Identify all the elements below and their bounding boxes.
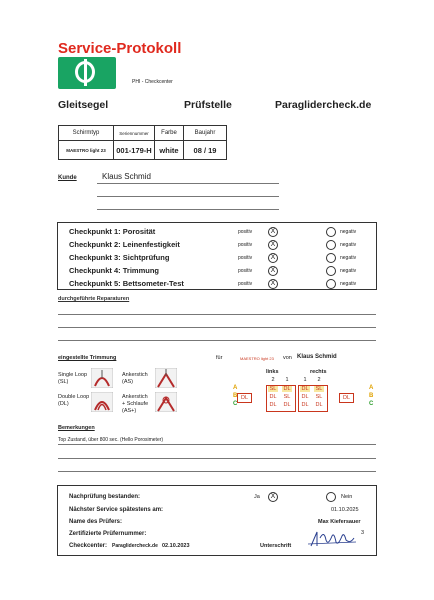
negativ-checkbox[interactable] bbox=[326, 266, 336, 276]
negativ-label: negativ bbox=[340, 229, 357, 235]
double-loop-label: Double Loop (DL) bbox=[58, 394, 90, 407]
pruefer-value: Max Kiefersauer bbox=[318, 519, 361, 525]
kunde-line-2 bbox=[97, 196, 279, 197]
trim-left-outside: DL bbox=[237, 393, 252, 403]
trim-cell: SL bbox=[283, 394, 291, 400]
positiv-label: positiv bbox=[238, 268, 253, 274]
col-baujahr: Baujahr bbox=[184, 126, 227, 141]
nein-checkbox[interactable] bbox=[326, 492, 336, 502]
trim-row-letter-left: C bbox=[233, 401, 238, 407]
negativ-label: negativ bbox=[340, 281, 357, 287]
cell-schirmtyp: MAESTRO light 23 bbox=[59, 141, 114, 160]
double-loop-icon bbox=[91, 392, 113, 412]
col-farbe: Farbe bbox=[155, 126, 184, 141]
rechts-label: rechts bbox=[310, 369, 327, 375]
positiv-checkbox[interactable]: X bbox=[268, 279, 278, 289]
checkpoint-label: Checkpunkt 2: Leinenfestigkeit bbox=[69, 240, 180, 249]
zert-label: Zertifizierte Prüfernummer: bbox=[69, 531, 147, 537]
trim-cell: SL bbox=[269, 386, 277, 392]
trim-col-number: 1 bbox=[285, 377, 289, 383]
positiv-label: positiv bbox=[238, 229, 253, 235]
trim-right-outside: DL bbox=[339, 393, 354, 403]
trimmung-glider: MAESTRO light 23 bbox=[240, 356, 274, 361]
reparatur-line-1 bbox=[58, 314, 376, 315]
positiv-checkbox[interactable]: X bbox=[268, 266, 278, 276]
checkpoint-label: Checkpunkt 4: Trimmung bbox=[69, 266, 160, 275]
links-label: links bbox=[266, 369, 279, 375]
kunde-line-3 bbox=[97, 209, 279, 210]
negativ-checkbox[interactable] bbox=[326, 240, 336, 250]
ankerstich-label: Ankerstich (AS) bbox=[122, 372, 148, 385]
bemerkung-line-3 bbox=[58, 471, 376, 472]
trim-cell: DL bbox=[315, 402, 323, 408]
trim-row-letter-left: A bbox=[233, 385, 238, 391]
phi-logo bbox=[58, 57, 116, 89]
trim-cell: SL bbox=[315, 394, 323, 400]
negativ-label: negativ bbox=[340, 255, 357, 261]
glider-table bbox=[58, 125, 227, 160]
trim-cell: SL bbox=[315, 386, 323, 392]
trim-cell: DL bbox=[269, 394, 277, 400]
trim-col-number: 1 bbox=[303, 377, 307, 383]
positiv-label: positiv bbox=[238, 281, 253, 287]
trim-cell: DL bbox=[269, 402, 277, 408]
cell-baujahr: 08 / 19 bbox=[184, 141, 227, 160]
positiv-checkbox[interactable]: X bbox=[268, 227, 278, 237]
ankerstich-schlaufe-icon bbox=[155, 392, 177, 412]
single-loop-label: Single Loop (SL) bbox=[58, 372, 88, 385]
ja-label: Ja bbox=[254, 494, 260, 500]
col-schirmtyp: Schirmtyp bbox=[59, 126, 114, 141]
cell-farbe: white bbox=[155, 141, 184, 160]
trim-cell: DL bbox=[301, 402, 309, 408]
trim-cell: DL bbox=[283, 402, 291, 408]
fuer-label: für bbox=[216, 355, 223, 361]
negativ-checkbox[interactable] bbox=[326, 253, 336, 263]
checkpoint-label: Checkpunkt 1: Porosität bbox=[69, 227, 156, 236]
ankerstich-icon bbox=[155, 368, 177, 388]
naechster-service-value: 01.10.2025 bbox=[331, 507, 359, 513]
bemerkungen-text: Top Zustand, über 800 sec. (Hello Porosimeter) bbox=[58, 437, 164, 443]
unterschrift-label: Unterschrift bbox=[260, 543, 292, 549]
page-title: Service-Protokoll bbox=[58, 40, 182, 57]
trim-cell: DL bbox=[283, 386, 291, 392]
negativ-checkbox[interactable] bbox=[326, 279, 336, 289]
trim-cell: DL bbox=[301, 386, 309, 392]
col-seriennummer: Seriennummer bbox=[114, 126, 155, 141]
pruefer-label: Name des Prüfers: bbox=[69, 519, 123, 525]
header-left: Gleitsegel bbox=[58, 99, 109, 111]
nachpruefung-label: Nachprüfung bestanden: bbox=[69, 494, 141, 500]
checkpoint-label: Checkpunkt 5: Bettsometer-Test bbox=[69, 279, 184, 288]
reparaturen-label: durchgeführte Reparaturen bbox=[58, 296, 130, 302]
trim-cell: DL bbox=[301, 394, 309, 400]
von-label: von bbox=[283, 355, 292, 361]
single-loop-icon bbox=[91, 368, 113, 388]
trim-col-number: 2 bbox=[271, 377, 275, 383]
trimmung-label: eingestellte Trimmung bbox=[58, 355, 117, 361]
header-center: Prüfstelle bbox=[184, 99, 232, 111]
trimmung-owner: Klaus Schmid bbox=[297, 354, 337, 360]
nein-label: Nein bbox=[341, 494, 353, 500]
signature bbox=[308, 528, 358, 550]
checkpoint-label: Checkpunkt 3: Sichtprüfung bbox=[69, 253, 170, 262]
positiv-checkbox[interactable]: X bbox=[268, 240, 278, 250]
trim-row-letter-right: A bbox=[369, 385, 374, 391]
naechster-service-label: Nächster Service spätestens am: bbox=[69, 507, 164, 513]
kunde-value: Klaus Schmid bbox=[102, 172, 151, 181]
positiv-label: positiv bbox=[238, 255, 253, 261]
cell-seriennummer: 001-179-H bbox=[114, 141, 155, 160]
trim-row-letter-left: B bbox=[233, 393, 238, 399]
positiv-checkbox[interactable]: X bbox=[268, 253, 278, 263]
bemerkung-line-2 bbox=[58, 458, 376, 459]
trim-col-number: 2 bbox=[317, 377, 321, 383]
reparatur-line-3 bbox=[58, 340, 376, 341]
negativ-checkbox[interactable] bbox=[326, 227, 336, 237]
kunde-line-1 bbox=[97, 183, 279, 184]
logo-caption: PHI - Checkcenter bbox=[132, 79, 173, 85]
kunde-label: Kunde bbox=[58, 175, 77, 181]
ankerstich-schlaufe-label: Ankerstich + Schlaufe (AS+) bbox=[122, 394, 149, 414]
checkcenter-label: Checkcenter: bbox=[69, 543, 108, 549]
positiv-label: positiv bbox=[238, 242, 253, 248]
bemerkungen-label: Bemerkungen bbox=[58, 425, 95, 431]
header-right: Paraglidercheck.de bbox=[275, 99, 372, 111]
bemerkung-line-1 bbox=[58, 444, 376, 445]
reparatur-line-2 bbox=[58, 327, 376, 328]
checkcenter-value: Paraglidercheck.de bbox=[112, 543, 158, 549]
trim-row-letter-right: C bbox=[369, 401, 374, 407]
checkcenter-date: 02.10.2023 bbox=[162, 543, 190, 549]
negativ-label: negativ bbox=[340, 242, 357, 248]
negativ-label: negativ bbox=[340, 268, 357, 274]
ja-checkbox[interactable]: X bbox=[268, 492, 278, 502]
trim-row-letter-right: B bbox=[369, 393, 374, 399]
zert-value: 3 bbox=[361, 530, 365, 536]
